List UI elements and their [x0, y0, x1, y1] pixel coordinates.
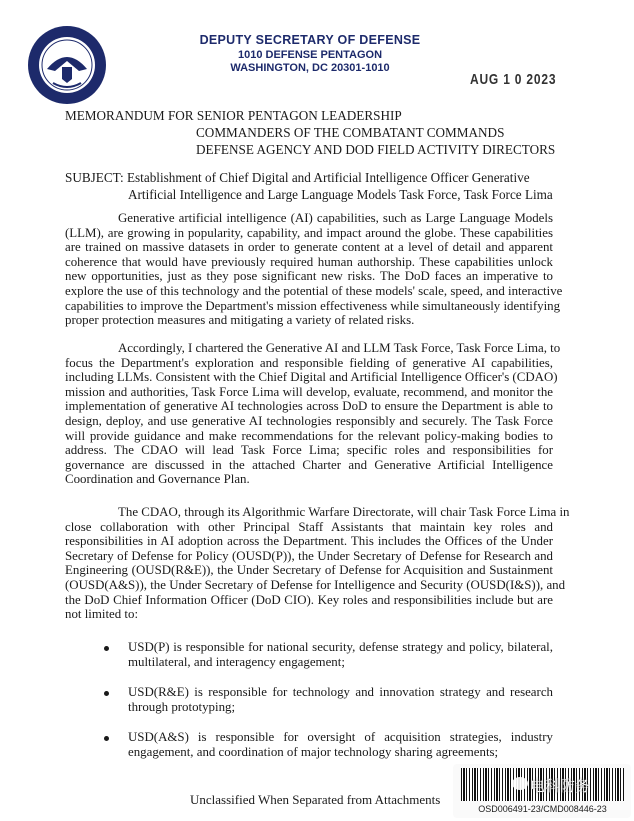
- text-line: implementation of generative AI technologies across DoD to ensure the Department is able to: [65, 399, 553, 414]
- paragraph-2: [65, 341, 561, 487]
- dod-seal-logo: [27, 25, 107, 105]
- barcode-code: OSD006491-23/CMD008446-23: [478, 804, 607, 814]
- text-line: governance are discussed in the attached Charter and Generative Artificial Intelligence: [65, 457, 553, 472]
- text-line: Generative artificial intelligence (AI) capabilities, such as Large Language Models: [118, 211, 553, 225]
- text-line: (OUSD(A&S)), the Under Secretary of Defense for Intelligence and Security (OUSD(I&S)), and: [65, 577, 566, 592]
- bullet-dot: [104, 646, 109, 651]
- watermark: 电科防务: [530, 777, 591, 795]
- text-line: mission and authorities, Task Force Lima will develop, evaluate, recommend, and monitor the: [65, 384, 553, 399]
- bullet-dot: [104, 691, 109, 696]
- subject-line-2: Artificial Intelligence and Large Language Models Task Force, Task Force Lima: [128, 187, 553, 202]
- text-line: design, deploy, and use generative AI technologies responsibly and securely. The Task Force: [65, 413, 553, 428]
- date-stamp: AUG 1 0 2023: [470, 71, 557, 88]
- text-line: new opportunities, just as they pose significant new risks. The DoD faces an imperative to: [65, 269, 553, 284]
- bullet-dot: [104, 736, 109, 741]
- classification-footer: Unclassified When Separated from Attachments: [190, 792, 441, 807]
- text-line: focus the Department's exploration and responsible fielding of generative AI capabilities,: [65, 355, 553, 370]
- text-line: the DoD Chief Information Officer (DoD CIO). Key roles and responsibilities include but are: [65, 592, 553, 607]
- letterhead-address-line1: 1010 DEFENSE PENTAGON: [237, 49, 383, 61]
- text-line: Accordingly, I chartered the Generative AI and LLM Task Force, Task Force Lima, to: [118, 341, 561, 355]
- bullet-item-2: [128, 685, 553, 714]
- memo-addressee-2: COMMANDERS OF THE COMBATANT COMMANDS: [196, 125, 505, 140]
- text-line: are trained on massive datasets in order to generate content at a level of detail and apparent: [65, 240, 553, 255]
- text-line: coherence that would have previously required human authorship. These capabilities unlock: [65, 254, 553, 269]
- text-line: USD(R&E) is responsible for technology and innovation strategy and research: [128, 685, 553, 699]
- text-line: Engineering (OUSD(R&E)), the Under Secretary of Defense for Acquisition and Sustainment: [65, 563, 553, 578]
- text-line: address. The CDAO will lead Task Force Lima; specific roles and responsibilities for: [65, 443, 553, 458]
- text-line: close collaboration with other Principal Staff Assistants that maintain key roles and: [65, 519, 553, 534]
- paragraph-1: [65, 211, 563, 328]
- text-line: Secretary of Defense for Policy (OUSD(P)), the Under Secretary of Defense for Research and: [65, 548, 553, 563]
- text-line: engagement, and coordination of major technology sharing agreements;: [128, 744, 499, 759]
- memo-addressee-3: DEFENSE AGENCY AND DOD FIELD ACTIVITY DIRECTORS: [196, 142, 556, 157]
- text-line: (LLM), are growing in popularity, capability, and impact around the globe. These capabilities: [65, 225, 553, 240]
- text-line: The CDAO, through its Algorithmic Warfare Directorate, will chair Task Force Lima in: [118, 505, 570, 519]
- subject-line-1: SUBJECT: Establishment of Chief Digital and Artificial Intelligence Officer Generative: [65, 170, 530, 185]
- text-line: not limited to:: [65, 607, 139, 622]
- text-line: responsibilities in AI adoption across the Department. This includes the Offices of the Under: [65, 534, 553, 549]
- text-line: explore the use of this technology and the potential of these models' scale, speed, and interactive: [65, 283, 563, 298]
- bullet-item-1: [128, 640, 553, 669]
- text-line: Coordination and Governance Plan.: [65, 472, 250, 487]
- wechat-icon: [512, 777, 528, 790]
- letterhead-title: DEPUTY SECRETARY OF DEFENSE: [199, 33, 421, 47]
- text-line: USD(P) is responsible for national security, defense strategy and policy, bilateral,: [128, 640, 553, 654]
- letterhead-address-line2: WASHINGTON, DC 20301-1010: [230, 62, 390, 74]
- text-line: proper protection measures and mitigating a variety of related risks.: [65, 313, 415, 328]
- text-line: through prototyping;: [128, 699, 236, 714]
- bullet-item-3: [128, 730, 553, 759]
- memo-addressee-1: MEMORANDUM FOR SENIOR PENTAGON LEADERSHIP: [65, 108, 402, 123]
- text-line: will provide guidance and make recommendations for the relevant policy-making bodies to: [65, 428, 553, 443]
- text-line: including LLMs. Consistent with the Chief Digital and Artificial Intelligence Officer's (CDAO): [65, 370, 558, 385]
- text-line: multilateral, and interagency engagement;: [128, 654, 345, 669]
- paragraph-3: [65, 505, 570, 622]
- text-line: capabilities to improve the Department's mission effectiveness while simultaneously identifying: [65, 298, 561, 313]
- text-line: USD(A&S) is responsible for oversight of acquisition strategies, industry: [128, 730, 553, 744]
